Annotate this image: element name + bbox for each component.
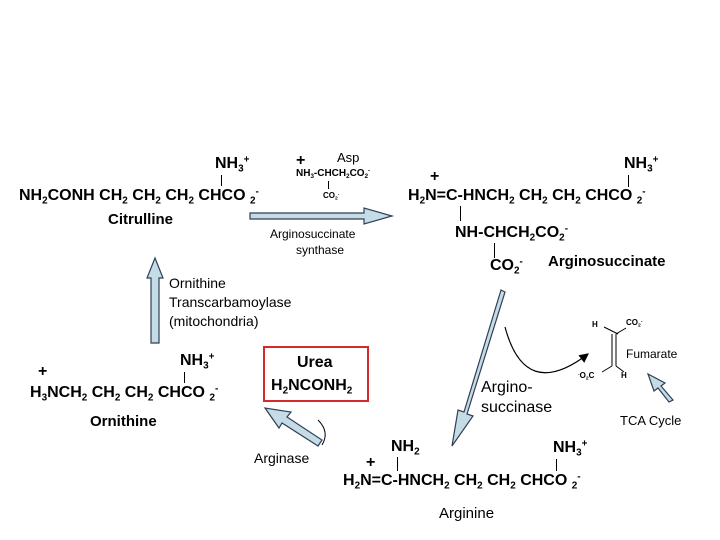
fumarate-label: Fumarate	[626, 347, 678, 361]
fumarate-co2-left: $^-O_2C$	[578, 371, 595, 382]
ornithine-nh3: $NH_3^+$	[180, 351, 215, 372]
fumarate-bond-bottomleft	[602, 366, 612, 372]
arginine-plus: +	[366, 454, 376, 471]
citrulline-label: Citrulline	[108, 211, 174, 228]
argininosuccinase-line1: Argino-	[481, 379, 533, 396]
synthase-line1: Arginosuccinate	[270, 227, 356, 241]
arginine-label: Arginine	[439, 505, 495, 522]
fumarate-co2-top: $CO_2^-$	[626, 318, 643, 329]
arrow-ornithine-to-citrulline	[147, 258, 163, 343]
asp-plus: +	[296, 152, 306, 169]
asp-bond	[328, 181, 329, 189]
transcarbamoylase-line2: Transcarbamoylase	[169, 294, 292, 310]
fumarate-h-top: H	[592, 320, 598, 329]
arginine-nh2: $NH_2$	[391, 438, 420, 458]
arginosuccinate-bond-mid	[460, 206, 461, 221]
arrow-tca-to-fumarate	[648, 374, 673, 402]
argininosuccinase-line2: succinase	[481, 399, 553, 416]
arrow-arginine-to-ornithine	[265, 408, 322, 446]
ornithine-plus: +	[38, 363, 48, 380]
arginine-nh3: $NH_3^+$	[553, 438, 588, 459]
citrulline-bond	[221, 175, 222, 186]
asp-co2: $CO_2^-$	[323, 191, 340, 202]
asp-label: Asp	[337, 150, 360, 165]
arginosuccinate-plus: +	[430, 168, 440, 185]
arginine-bond-right	[556, 459, 557, 471]
synthase-line2: synthase	[296, 243, 345, 257]
urea-formula: $H_2NCONH_2$	[271, 377, 353, 397]
arginosuccinate-nh3: $NH_3^+$	[624, 154, 659, 175]
tca-label: TCA Cycle	[620, 413, 682, 428]
citrulline-formula: $NH_2CONH$ $CH_2$ $CH_2$ $CH_2$ CHCO $_2$-	[19, 186, 259, 207]
curved-arrow-fumarate	[505, 327, 588, 373]
arginine-bond-left	[397, 457, 398, 471]
arginosuccinate-branch: $NH-CHCH_2CO_2^-$	[455, 223, 568, 244]
ornithine-label: Ornithine	[90, 413, 157, 430]
arginosuccinate-co2: $CO_2^-$	[490, 256, 523, 277]
fumarate-bond-top	[604, 327, 618, 334]
arrow-citrulline-to-arginosuccinate	[250, 208, 392, 224]
urea-label: Urea	[297, 354, 333, 371]
arginosuccinate-formula: $H_2N=C-HNCH_2$ $CH_2$ $CH_2$ CHCO $_2$-	[408, 186, 646, 207]
citrulline-nh3: $NH_3^+$	[215, 154, 250, 175]
ornithine-bond	[184, 372, 185, 383]
arginine-formula: $H_2N=C-HNCH_2$ $CH_2$ $CH_2$ CHCO $_2$-	[343, 471, 581, 492]
arginase-label: Arginase	[254, 450, 310, 466]
arrow-arginosuccinate-to-arginine	[452, 290, 505, 446]
asp-formula: $NH_3-CHCH_2CO_2^-$	[296, 167, 371, 181]
arginosuccinate-bond-low	[494, 243, 495, 258]
fumarate-bond-topright	[616, 328, 626, 334]
arginosuccinate-label: Arginosuccinate	[548, 253, 666, 270]
transcarbamoylase-line3: (mitochondria)	[169, 313, 259, 329]
arginosuccinate-bond-top	[628, 175, 629, 187]
ornithine-formula: $H_3NCH_2$ $CH_2$ $CH_2$ CHCO $_2$-	[30, 383, 219, 404]
fumarate-h-right: H	[621, 371, 627, 380]
transcarbamoylase-line1: Ornithine	[169, 275, 226, 291]
